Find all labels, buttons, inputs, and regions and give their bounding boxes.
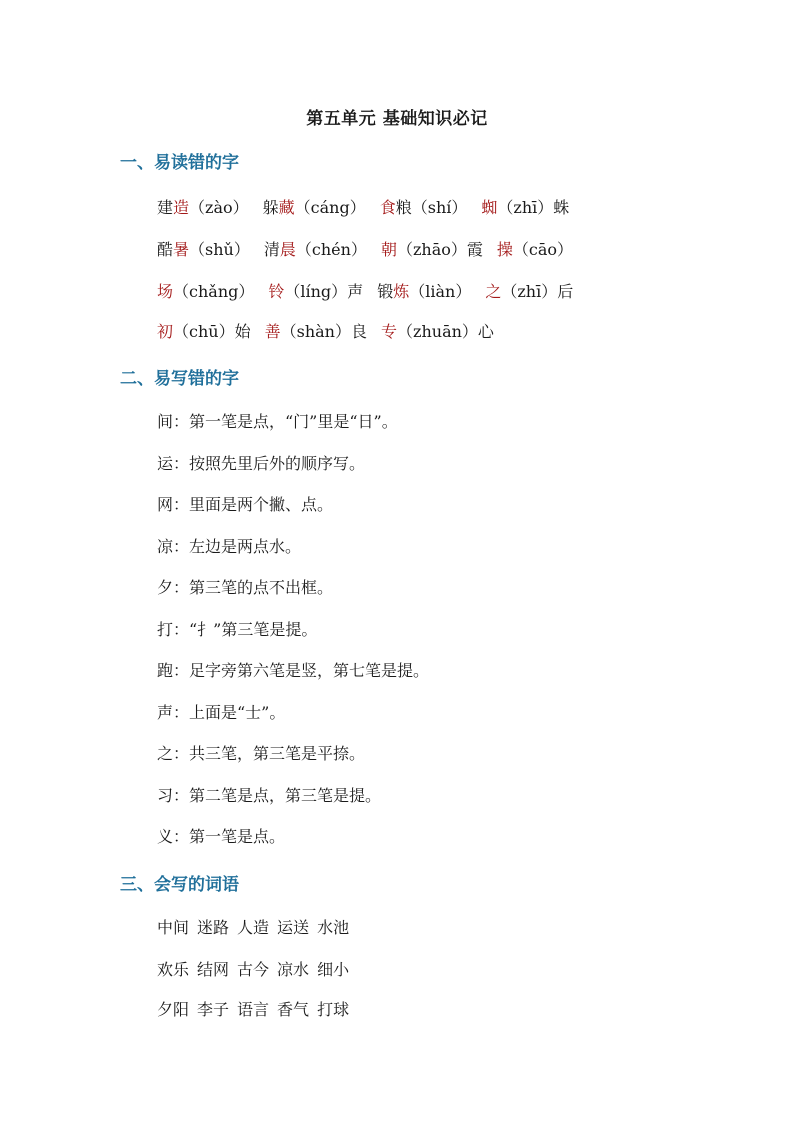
pinyin-line (157, 238, 573, 262)
vocab-word: 中间 (157, 918, 190, 937)
vocab-line (157, 998, 357, 1022)
pinyin: （shǔ） (189, 240, 250, 259)
vocab-word: 夕阳 (157, 1000, 190, 1019)
section-heading-3: 三、会写的词语 (120, 875, 239, 895)
vocab-line (157, 958, 357, 982)
vocab-word: 迷路 (197, 918, 230, 937)
pinyin-line (157, 320, 494, 344)
writing-note: 打：“扌”第三笔是提。 (157, 619, 318, 639)
highlighted-char: 朝 (380, 240, 397, 259)
pinyin: （zhī） (497, 198, 554, 217)
highlighted-char: 初 (157, 322, 174, 341)
section-heading-1: 一、易读错的字 (120, 153, 239, 173)
writing-note: 声：上面是“士”。 (157, 702, 286, 722)
vocab-word: 李子 (197, 1000, 230, 1019)
writing-note: 间：第一笔是点，“门”里是“日”。 (157, 412, 398, 431)
highlighted-char: 操 (496, 240, 513, 259)
pinyin: （zhī） (501, 282, 558, 301)
vocab-word: 欢乐 (157, 960, 190, 979)
highlighted-char: 暑 (173, 240, 190, 259)
vocab-word: 细小 (317, 960, 350, 979)
vocab-word: 结网 (197, 960, 230, 979)
pinyin: （cāo） (512, 240, 574, 259)
pinyin: （chǎng） (173, 282, 255, 301)
section-heading-2: 二、易写错的字 (120, 369, 239, 389)
pinyin: （zhuān） (397, 322, 478, 341)
writing-note: 跑：足字旁第六笔是竖，第七笔是提。 (157, 661, 430, 680)
vocab-word: 语言 (237, 1000, 270, 1019)
highlighted-char: 晨 (279, 240, 296, 259)
writing-note: 习：第二笔是点，第三笔是提。 (157, 785, 382, 805)
vocab-word: 香气 (277, 1000, 310, 1019)
page-title: 第五单元 基础知识必记 (306, 109, 488, 129)
highlighted-char: 专 (381, 322, 398, 341)
writing-note: 运：按照先里后外的顺序写。 (157, 453, 366, 473)
plain-char: 躲 (262, 198, 279, 217)
writing-note: 义：第一笔是点。 (157, 827, 286, 846)
plain-char: 声 (347, 282, 364, 301)
plain-char: 心 (477, 322, 494, 341)
vocab-word: 人造 (237, 918, 270, 937)
pinyin: （liàn） (409, 282, 472, 301)
writing-note: 夕：第三笔的点不出框。 (157, 578, 334, 597)
highlighted-char: 铃 (268, 282, 285, 301)
vocab-word: 古今 (237, 960, 270, 979)
pinyin: （shàn） (280, 322, 351, 341)
vocab-word: 凉水 (277, 960, 310, 979)
highlighted-char: 善 (264, 322, 281, 341)
plain-char: 锻 (377, 282, 394, 301)
vocab-line (157, 916, 357, 940)
plain-char: 建 (157, 198, 174, 217)
plain-char: 粮（shí） (395, 198, 468, 217)
plain-char: 蛛 (553, 198, 570, 217)
pinyin: （zhāo） (396, 240, 467, 259)
highlighted-char: 之 (485, 282, 502, 301)
pinyin: （cáng） (294, 198, 366, 217)
plain-char: 始 (234, 322, 251, 341)
vocab-word: 运送 (277, 918, 310, 937)
writing-note: 之：共三笔，第三笔是平捺。 (157, 744, 366, 763)
plain-char: 后 (557, 282, 574, 301)
writing-note: 凉：左边是两点水。 (157, 536, 302, 556)
pinyin-line (157, 280, 573, 304)
plain-char: 酷 (157, 240, 174, 259)
highlighted-char: 食 (379, 198, 396, 217)
highlighted-char: 蜘 (481, 198, 498, 217)
pinyin: （chū） (173, 322, 235, 341)
highlighted-char: 藏 (278, 198, 295, 217)
writing-note: 网：里面是两个撇、点。 (157, 495, 334, 514)
highlighted-char: 场 (157, 282, 174, 301)
pinyin: （chén） (295, 240, 367, 259)
highlighted-char: 炼 (393, 282, 410, 301)
pinyin: （líng） (284, 282, 348, 301)
plain-char: 良 (351, 322, 368, 341)
vocab-word: 打球 (317, 1000, 350, 1019)
pinyin-line (157, 196, 569, 220)
plain-char: 清 (263, 240, 280, 259)
pinyin: （zào） (189, 198, 249, 217)
plain-char: 霞 (466, 240, 483, 259)
highlighted-char: 造 (173, 198, 190, 217)
vocab-word: 水池 (317, 918, 350, 937)
